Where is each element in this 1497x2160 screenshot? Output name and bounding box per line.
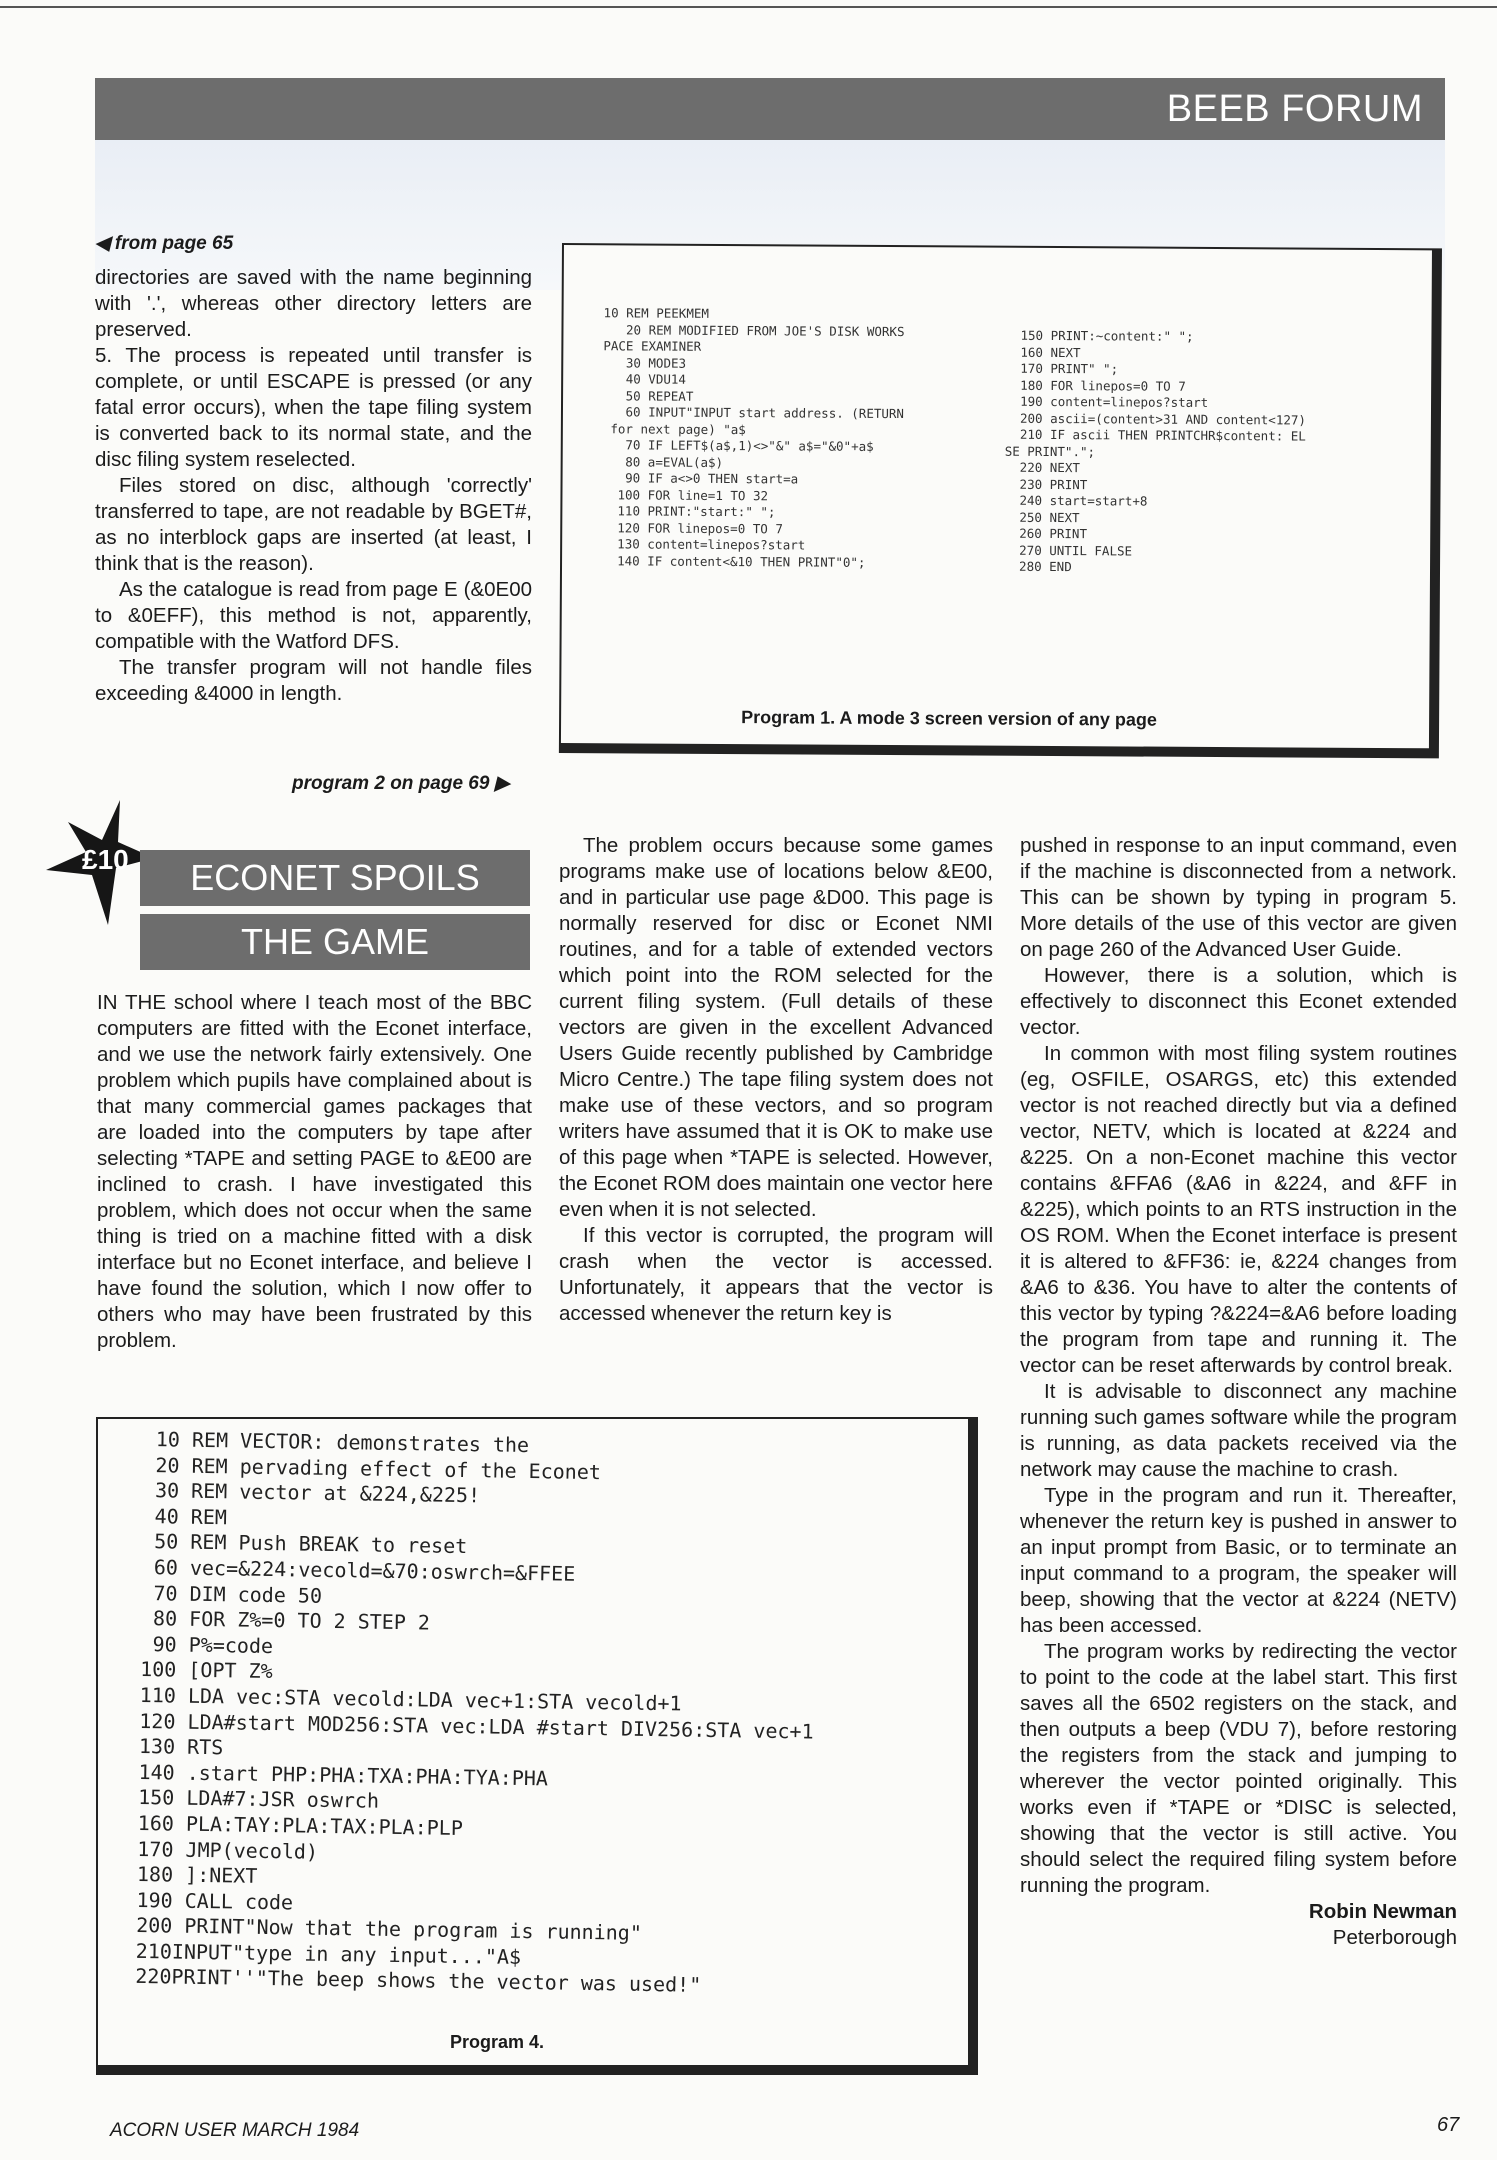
banner-title: BEEB FORUM [1166,87,1423,130]
author-name: Robin Newman [1308,1900,1457,1923]
author-location: Peterborough [1332,1926,1457,1949]
program1-caption: Program 1. A mode 3 screen version of any page [741,707,1157,730]
prize-badge [46,800,154,925]
paragraph: The problem occurs because some games programs make use of locations below &E00, and in particular use page &D00. This page is normally reserved for disc or Econet NMI routines, and for a table of extended vectors which point into the ROM selected for the current filing system. (Full details of these vectors are given in the excellent Advanced Users Guide recently published by Cambridge Micro Centre.) The tape filing system does not make use of these vectors, and so program writers have assumed that it is OK to make use of this page when *TAPE is selected. However, the Econet ROM does maintain one vector here even when it is not selected. [559,834,993,1221]
paragraph: Type in the program and run it. Thereafter, whenever the return key is pushed in answer to an input prompt from Basic, or to terminate an input command to a program, the speaker will beep, showing that the vector at &224 (NETV) has been accessed. [1020,1484,1457,1637]
program1-code-right: 150 PRINT:~content:" "; 160 NEXT 170 PRINT" "; 180 FOR linepos=0 TO 7 190 content=linepos?start 200 ascii=(content>31 AND content<127) 210 IF ascii THEN PRINTCHR$content: EL SE PRINT"."; 220 NEXT 230 PRINT 240 start=start+8 250 NEXT 260 PRINT 270 UNTIL FALSE 280 END [1003,327,1307,575]
paragraph: 5. The process is repeated until transfer is complete, or until ESCAPE is pressed (or any fatal error occurs), when the tape filing system is converted back to its normal state, and the disc filing system reselected. [95,344,532,471]
paragraph: pushed in response to an input command, even if the machine is disconnected from a network. This can be shown by typing in program 5. More details of the use of this vector are given on page 260 of the Advanced User Guide. [1020,834,1457,961]
program1-code-left: 10 REM PEEKMEM 20 REM MODIFIED FROM JOE'S DISK WORKS PACE EXAMINER 30 MODE3 40 VDU14 50 REPEAT 60 INPUT"INPUT start address. (RETURN for next page) "a$ 70 IF LEFT$(a$,1)<>"&" a$="&0"+a$ 80 a=EVAL(a$) 90 IF a<>0 THEN start=a 100 FOR line=1 TO 32 110 PRINT:"start:" "; 120 FOR linepos=0 TO 7 130 content=linepos?start 140 IF content<&10 THEN PRINT"0"; [602,305,905,570]
magazine-footer: ACORN USER MARCH 1984 [110,2120,360,2141]
paragraph: As the catalogue is read from page E (&0E00 to &0EFF), this method is not, apparently, compatible with the Watford DFS. [95,578,532,653]
continued-link: program 2 on page 69 ▶ [292,773,510,794]
paragraph: Files stored on disc, although 'correctly' transferred to tape, are not readable by BGET#, as no interblock gaps are inserted (at least, I think that is the reason). [95,474,532,575]
section-banner [95,78,1445,140]
program4-caption: Program 4. [450,2032,545,2052]
paragraph: IN THE school where I teach most of the BBC computers are fitted with the Econet interface, and we use the network fairly extensively. One problem which pupils have complained about is that many commercial games packages that are loaded into the computers by tape after selecting *TAPE and setting PAGE to &E00 are inclined to crash. I have investigated this problem, which does not occur when the same thing is tried on a machine fitted with a disk interface but no Econet interface, and believe I have found the solution, which I now offer to others who may have been frustrated by this problem. [97,991,532,1352]
paragraph: directories are saved with the name beginning with '.', whereas other directory letters are preserved. [95,266,532,341]
paragraph: The program works by redirecting the vector to point to the code at the label start. This first saves all the 6502 registers on the stack, and then outputs a beep (VDU 7), before restoring the registers from the stack and jumping to wherever the vector pointed originally. This works even if *TAPE or *DISC is selected, showing that the vector is still active. You should select the required filing system before running the program. [1020,1640,1457,1897]
paragraph: The transfer program will not handle files exceeding &4000 in length. [95,656,532,705]
paragraph: However, there is a solution, which is effectively to disconnect this Econet extended vector. [1020,964,1457,1039]
program1-listing [559,243,1442,758]
program4-code: 10 REM VECTOR: demonstrates the 20 REM pervading effect of the Econet 30 REM vector at &224,&225! 40 REM 50 REM Push BREAK to reset 60 vec=&224:vecold=&70:oswrch=&FFEE 70 DIM code 50 80 FOR Z%=0 TO 2 STEP 2 90 P%=code 100 [OPT Z% 110 LDA vec:STA vecold:LDA vec+1:STA vecold+1 120 LDA#start MOD256:STA vec:LDA #start DIV256:STA vec+1 130 RTS 140 .start PHP:PHA:TXA:PHA:TYA:PHA 150 LDA#7:JSR oswrch 160 PLA:TAY:PLA:TAX:PLA:PLP 170 JMP(vecold) 180 ]:NEXT 190 CALL code 200 PRINT"Now that the program is running" 210INPUT"type in any input..."A$ 220PRINT''"The beep shows the vector was used!" [135,1427,814,1998]
article-heading-line1: ECONET SPOILS [140,850,530,906]
paragraph: In common with most filing system routines (eg, OSFILE, OSARGS, etc) this extended vector is not reached directly but via a defined vector, NETV, which is located at &224 and &225. On a non-Econet machine this vector contains &FFA6 (&A6 in &224, and &FF in &225), which points to an RTS instruction in the OS ROM. When the Econet interface is present it is altered to &FF36: ie, &224 changes from &A6 to &36. You have to alter the contents of this vector by typing ?&224=&A6 before loading the program from tape and running it. The vector can be reset afterwards by control break. [1020,1042,1457,1377]
top-rule [0,6,1497,8]
article-column-1 [97,990,532,1354]
article-heading-line2: THE GAME [140,914,530,970]
top-left-column [95,265,532,707]
paragraph: If this vector is corrupted, the program will crash when the vector is accessed. Unfortunately, it appears that the vector is accessed whenever the return key is [559,1224,993,1325]
article-column-2 [559,833,993,1327]
program4-listing [96,1417,978,2075]
page-number: 67 [1437,2114,1460,2136]
paragraph: It is advisable to disconnect any machine running such games software while the program is running, as data packets received via the network may cause the machine to crash. [1020,1380,1457,1481]
from-page-link: ◀ from page 65 [95,233,234,254]
article-column-3 [1020,833,1457,1951]
prize-amount: £10 [82,844,129,875]
